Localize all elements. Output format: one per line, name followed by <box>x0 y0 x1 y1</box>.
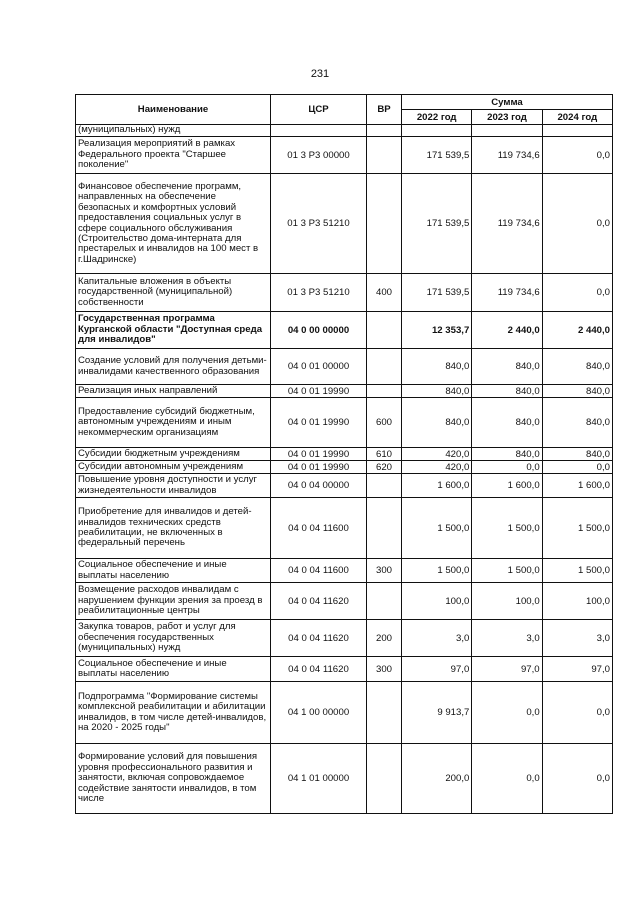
row-2024-cell: 1 500,0 <box>542 498 612 559</box>
table-row <box>76 274 613 312</box>
table-row <box>76 385 613 398</box>
row-2024-cell: 0,0 <box>542 137 612 174</box>
row-2022-cell <box>402 125 472 137</box>
row-vr-cell: 300 <box>367 657 402 682</box>
row-2023-cell: 3,0 <box>472 620 542 657</box>
row-vr-cell <box>367 474 402 498</box>
row-vr-cell <box>367 583 402 620</box>
row-2023-cell: 1 500,0 <box>472 559 542 583</box>
row-2024-cell: 1 500,0 <box>542 559 612 583</box>
row-name-cell: Социальное обеспечение и иные выплаты населению <box>76 559 271 583</box>
table-row <box>76 461 613 474</box>
row-2022-cell: 420,0 <box>402 448 472 461</box>
row-name-cell: Капитальные вложения в объекты государственной (муниципальной) собственности <box>76 274 271 312</box>
row-2024-cell: 840,0 <box>542 398 612 448</box>
row-2022-cell: 3,0 <box>402 620 472 657</box>
row-code-cell: 04 0 04 00000 <box>271 474 367 498</box>
row-code-cell: 04 0 01 00000 <box>271 349 367 385</box>
row-vr-cell: 610 <box>367 448 402 461</box>
row-code-cell: 04 1 01 00000 <box>271 744 367 814</box>
row-name-cell: Финансовое обеспечение программ, направленных на обеспечение безопасных и комфортных условий предоставления социальных услуг в сфере социального обслуживания (Строительство дома-интерната для престарелых и инвалидов на 100 мест в г.Шадринске) <box>76 174 271 274</box>
header-year-2023: 2023 год <box>472 110 542 125</box>
table-row <box>76 174 613 274</box>
row-2023-cell: 100,0 <box>472 583 542 620</box>
row-vr-cell <box>367 744 402 814</box>
row-name-cell: Предоставление субсидий бюджетным, автономным учреждениям и иным некоммерческим организациям <box>76 398 271 448</box>
row-name-cell: Субсидии бюджетным учреждениям <box>76 448 271 461</box>
row-2023-cell: 840,0 <box>472 349 542 385</box>
row-2023-cell: 840,0 <box>472 385 542 398</box>
row-name-cell: Реализация мероприятий в рамках Федерального проекта "Старшее поколение" <box>76 137 271 174</box>
row-2024-cell: 840,0 <box>542 448 612 461</box>
table-header-row <box>76 95 613 110</box>
row-2022-cell: 12 353,7 <box>402 312 472 349</box>
row-vr-cell <box>367 498 402 559</box>
row-2024-cell: 0,0 <box>542 274 612 312</box>
table-row <box>76 448 613 461</box>
row-vr-cell: 300 <box>367 559 402 583</box>
row-name-cell: Создание условий для получения детьми-инвалидами качественного образования <box>76 349 271 385</box>
row-code-cell <box>271 125 367 137</box>
row-code-cell: 04 0 04 11620 <box>271 620 367 657</box>
table-row <box>76 498 613 559</box>
row-2023-cell: 119 734,6 <box>472 174 542 274</box>
row-code-cell: 04 0 04 11620 <box>271 657 367 682</box>
row-name-cell: Субсидии автономным учреждениям <box>76 461 271 474</box>
row-name-cell: (муниципальных) нужд <box>76 125 271 137</box>
row-2023-cell <box>472 125 542 137</box>
row-2022-cell: 840,0 <box>402 349 472 385</box>
table-row <box>76 312 613 349</box>
row-2022-cell: 1 500,0 <box>402 559 472 583</box>
row-2024-cell: 1 600,0 <box>542 474 612 498</box>
row-vr-cell <box>367 125 402 137</box>
row-name-cell: Формирование условий для повышения уровня профессионального развития и занятости, включая сопровождаемое содействие занятости инвалидов, в том числе <box>76 744 271 814</box>
row-vr-cell <box>367 174 402 274</box>
row-2022-cell: 171 539,5 <box>402 174 472 274</box>
row-name-cell: Приобретение для инвалидов и детей-инвалидов технических средств реабилитации, не включенных в федеральный перечень <box>76 498 271 559</box>
header-sum: Сумма <box>402 95 613 110</box>
row-2023-cell: 119 734,6 <box>472 274 542 312</box>
row-2024-cell: 0,0 <box>542 174 612 274</box>
row-code-cell: 04 0 01 19990 <box>271 461 367 474</box>
header-year-2022: 2022 год <box>402 110 472 125</box>
row-code-cell: 04 1 00 00000 <box>271 682 367 744</box>
row-name-cell: Социальное обеспечение и иные выплаты населению <box>76 657 271 682</box>
header-vr: ВР <box>367 95 402 125</box>
row-2022-cell: 1 600,0 <box>402 474 472 498</box>
header-name: Наименование <box>76 95 271 125</box>
row-name-cell: Реализация иных направлений <box>76 385 271 398</box>
header-code: ЦСР <box>271 95 367 125</box>
row-vr-cell: 600 <box>367 398 402 448</box>
row-2024-cell: 0,0 <box>542 461 612 474</box>
row-code-cell: 04 0 01 19990 <box>271 448 367 461</box>
table-row <box>76 583 613 620</box>
row-2024-cell: 3,0 <box>542 620 612 657</box>
row-vr-cell <box>367 349 402 385</box>
row-vr-cell <box>367 137 402 174</box>
table-row <box>76 559 613 583</box>
table-row <box>76 125 613 137</box>
row-name-cell: Закупка товаров, работ и услуг для обеспечения государственных (муниципальных) нужд <box>76 620 271 657</box>
row-2024-cell: 100,0 <box>542 583 612 620</box>
row-2023-cell: 0,0 <box>472 744 542 814</box>
row-2022-cell: 171 539,5 <box>402 274 472 312</box>
row-2023-cell: 0,0 <box>472 682 542 744</box>
row-2022-cell: 840,0 <box>402 385 472 398</box>
row-2022-cell: 840,0 <box>402 398 472 448</box>
row-code-cell: 04 0 04 11600 <box>271 559 367 583</box>
row-2024-cell: 0,0 <box>542 682 612 744</box>
row-code-cell: 04 0 01 19990 <box>271 398 367 448</box>
row-2022-cell: 200,0 <box>402 744 472 814</box>
row-vr-cell <box>367 385 402 398</box>
row-2022-cell: 420,0 <box>402 461 472 474</box>
table-row <box>76 349 613 385</box>
row-2022-cell: 100,0 <box>402 583 472 620</box>
table-row <box>76 137 613 174</box>
row-vr-cell: 400 <box>367 274 402 312</box>
row-code-cell: 04 0 00 00000 <box>271 312 367 349</box>
budget-table <box>75 94 613 814</box>
row-2023-cell: 2 440,0 <box>472 312 542 349</box>
row-2024-cell: 840,0 <box>542 385 612 398</box>
row-code-cell: 01 3 P3 51210 <box>271 174 367 274</box>
row-code-cell: 01 3 P3 00000 <box>271 137 367 174</box>
row-code-cell: 04 0 04 11620 <box>271 583 367 620</box>
table-row <box>76 620 613 657</box>
row-2024-cell <box>542 125 612 137</box>
header-year-2024: 2024 год <box>542 110 612 125</box>
row-vr-cell: 200 <box>367 620 402 657</box>
row-code-cell: 04 0 01 19990 <box>271 385 367 398</box>
row-2023-cell: 119 734,6 <box>472 137 542 174</box>
row-2024-cell: 2 440,0 <box>542 312 612 349</box>
row-2023-cell: 97,0 <box>472 657 542 682</box>
page-number: 231 <box>310 68 330 80</box>
table-body <box>76 125 613 814</box>
row-2024-cell: 97,0 <box>542 657 612 682</box>
table-row <box>76 744 613 814</box>
row-vr-cell <box>367 312 402 349</box>
row-2023-cell: 0,0 <box>472 461 542 474</box>
row-2022-cell: 1 500,0 <box>402 498 472 559</box>
row-code-cell: 01 3 P3 51210 <box>271 274 367 312</box>
row-name-cell: Государственная программа Курганской области "Доступная среда для инвалидов" <box>76 312 271 349</box>
row-2023-cell: 840,0 <box>472 398 542 448</box>
table-row <box>76 682 613 744</box>
table-row <box>76 398 613 448</box>
row-2023-cell: 840,0 <box>472 448 542 461</box>
table-row <box>76 657 613 682</box>
row-name-cell: Подпрограмма "Формирование системы комплексной реабилитации и абилитации инвалидов, в том числе детей-инвалидов, на 2020 - 2025 годы" <box>76 682 271 744</box>
row-2022-cell: 9 913,7 <box>402 682 472 744</box>
row-2024-cell: 0,0 <box>542 744 612 814</box>
row-name-cell: Повышение уровня доступности и услуг жизнедеятельности инвалидов <box>76 474 271 498</box>
row-2023-cell: 1 500,0 <box>472 498 542 559</box>
row-2023-cell: 1 600,0 <box>472 474 542 498</box>
row-vr-cell: 620 <box>367 461 402 474</box>
row-2022-cell: 97,0 <box>402 657 472 682</box>
table-row <box>76 474 613 498</box>
row-2022-cell: 171 539,5 <box>402 137 472 174</box>
row-2024-cell: 840,0 <box>542 349 612 385</box>
row-code-cell: 04 0 04 11600 <box>271 498 367 559</box>
row-vr-cell <box>367 682 402 744</box>
row-name-cell: Возмещение расходов инвалидам с нарушением функции зрения за проезд в реабилитационные центры <box>76 583 271 620</box>
